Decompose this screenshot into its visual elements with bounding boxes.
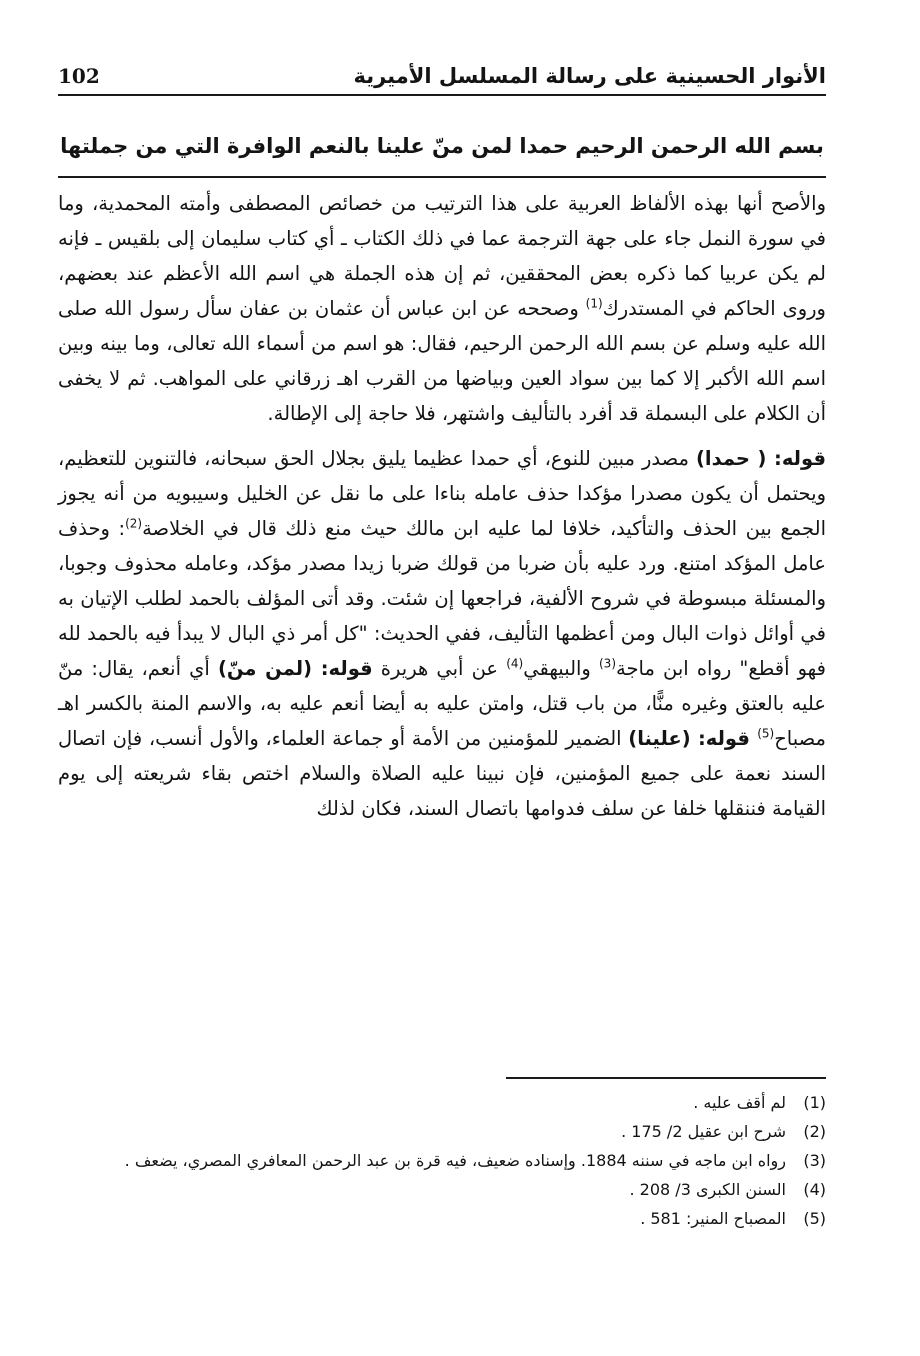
footnote-text: شرح ابن عقيل 2/ 175 . bbox=[621, 1122, 786, 1141]
p2-text-d: عن أبي هريرة bbox=[372, 657, 507, 680]
p2-text-c: والبيهقي bbox=[523, 657, 599, 680]
footnote-ref-4: (4) bbox=[506, 656, 524, 671]
page-number: 102 bbox=[58, 64, 100, 88]
paragraph-1 bbox=[58, 186, 826, 431]
footnote-number: (3) bbox=[803, 1151, 826, 1170]
footnote-number: (1) bbox=[803, 1093, 826, 1112]
paragraph-2 bbox=[58, 441, 826, 826]
footnote-text: رواه ابن ماجه في سننه 1884. وإسناده ضعيف، فيه قرة بن عبد الرحمن المعافري المصري، يضعف . bbox=[124, 1151, 786, 1170]
footnote bbox=[58, 1117, 826, 1146]
p2-text-a: مصدر مبين للنوع، أي حمدا عظيما يليق بجلال الحق سبحانه، فالتنوين للتعظيم، ويحتمل أن يكون مصدرا مؤكدا حذف عامله بناءا على ما نقل عن الخليل وسيبويه من أنه يجوز الجمع بين الحذف والتأكيد، خلافا لما عليه ابن مالك حيث منع ذلك قال في الخلاصة bbox=[58, 447, 826, 540]
footnotes bbox=[58, 1088, 826, 1233]
footnote-text: المصباح المنير: 581 . bbox=[640, 1209, 786, 1228]
p2-text-e: أي أنعم، يقال: منّ عليه بالعتق وغيره منًّا، من باب قتل، وامتن عليه به أيضا أنعم عليه به، والاسم المنة بالكسر اهـ مصباح bbox=[58, 657, 826, 750]
footnote bbox=[58, 1175, 826, 1204]
footnote bbox=[58, 1146, 826, 1175]
footnote-text: السنن الكبرى 3/ 208 . bbox=[629, 1180, 786, 1199]
footnote-text: لم أقف عليه . bbox=[693, 1093, 786, 1112]
running-title: الأنوار الحسينية على رسالة المسلسل الأميرية bbox=[353, 64, 826, 88]
footnote-ref-2: (2) bbox=[125, 516, 143, 531]
footnote-number: (2) bbox=[803, 1122, 826, 1141]
footnote-ref-5: (5) bbox=[757, 726, 775, 741]
lemma-liman-manna: قوله: (لمن منّ) bbox=[217, 657, 373, 680]
p1-text-a: والأصح أنها بهذه الألفاظ العربية على هذا الترتيب من خصائص المصطفى وأمته المحمدية، وما في سورة النمل جاء على جهة الترجمة عما في ذلك الكتاب ـ أي كتاب سليمان إلى بلقيس ـ فإنه لم يكن عربيا كما ذكره بعض المحققين، ثم إن هذه الجملة هي اسم الله الأعظم عند بعضهم، وروى الحاكم في المستدرك bbox=[58, 192, 826, 320]
lemma-alayna: قوله: (علينا) bbox=[628, 727, 758, 750]
lemma-hamdan: قوله: ( حمدا) bbox=[695, 447, 827, 470]
footnote-number: (4) bbox=[803, 1180, 826, 1199]
page-header bbox=[58, 58, 826, 96]
footnote bbox=[58, 1204, 826, 1233]
footnote-number: (5) bbox=[803, 1209, 826, 1228]
p1-text-b: وصححه عن ابن عباس أن عثمان بن عفان سأل رسول الله صلى الله عليه وسلم عن بسم الله الرحمن الرحيم، فقال: هو اسم من أسماء الله تعالى، وما بينه وبين اسم الله الأكبر إلا كما بين سواد العين وبياضها من القرب اهـ زرقاني على المواهب. ثم لا يخفى أن الكلام على البسملة قد أفرد بالتأليف واشتهر، فلا حاجة إلى الإطالة. bbox=[58, 297, 826, 425]
footnote-separator bbox=[506, 1077, 826, 1079]
p2-text-f: الضمير للمؤمنين من الأمة أو جماعة العلماء، والأول أنسب، فإن اتصال السند نعمة على جميع المؤمنين، فإن نبينا عليه الصلاة والسلام اختص بقاء شريعته إلى يوم القيامة فننقلها خلفا عن سلف فدوامها باتصال السند، فكان لذلك bbox=[58, 727, 826, 820]
matn-line: بسم الله الرحمن الرحيم حمدا لمن منّ علينا بالنعم الوافرة التي من جملتها bbox=[58, 116, 826, 178]
footnote-ref-3: (3) bbox=[598, 656, 616, 671]
p2-text-b: : وحذف عامل المؤكد امتنع. ورد عليه بأن ضربا من قولك ضربا زيدا مصدر مؤكد، وعامله محذوف وجوبا، والمسئلة مبسوطة في شروح الألفية، فراجعها إن شئت. وقد أتى المؤلف بالحمد لطلب الإتيان به في أوائل ذوات البال ومن أعظمها التأليف، ففي الحديث: "كل أمر ذي البال لا يبدأ فيه بالحمد لله فهو أقطع" رواه ابن ماجة bbox=[58, 517, 826, 680]
footnote-ref-1: (1) bbox=[585, 296, 603, 311]
footnote bbox=[58, 1088, 826, 1117]
commentary-body bbox=[58, 186, 826, 836]
